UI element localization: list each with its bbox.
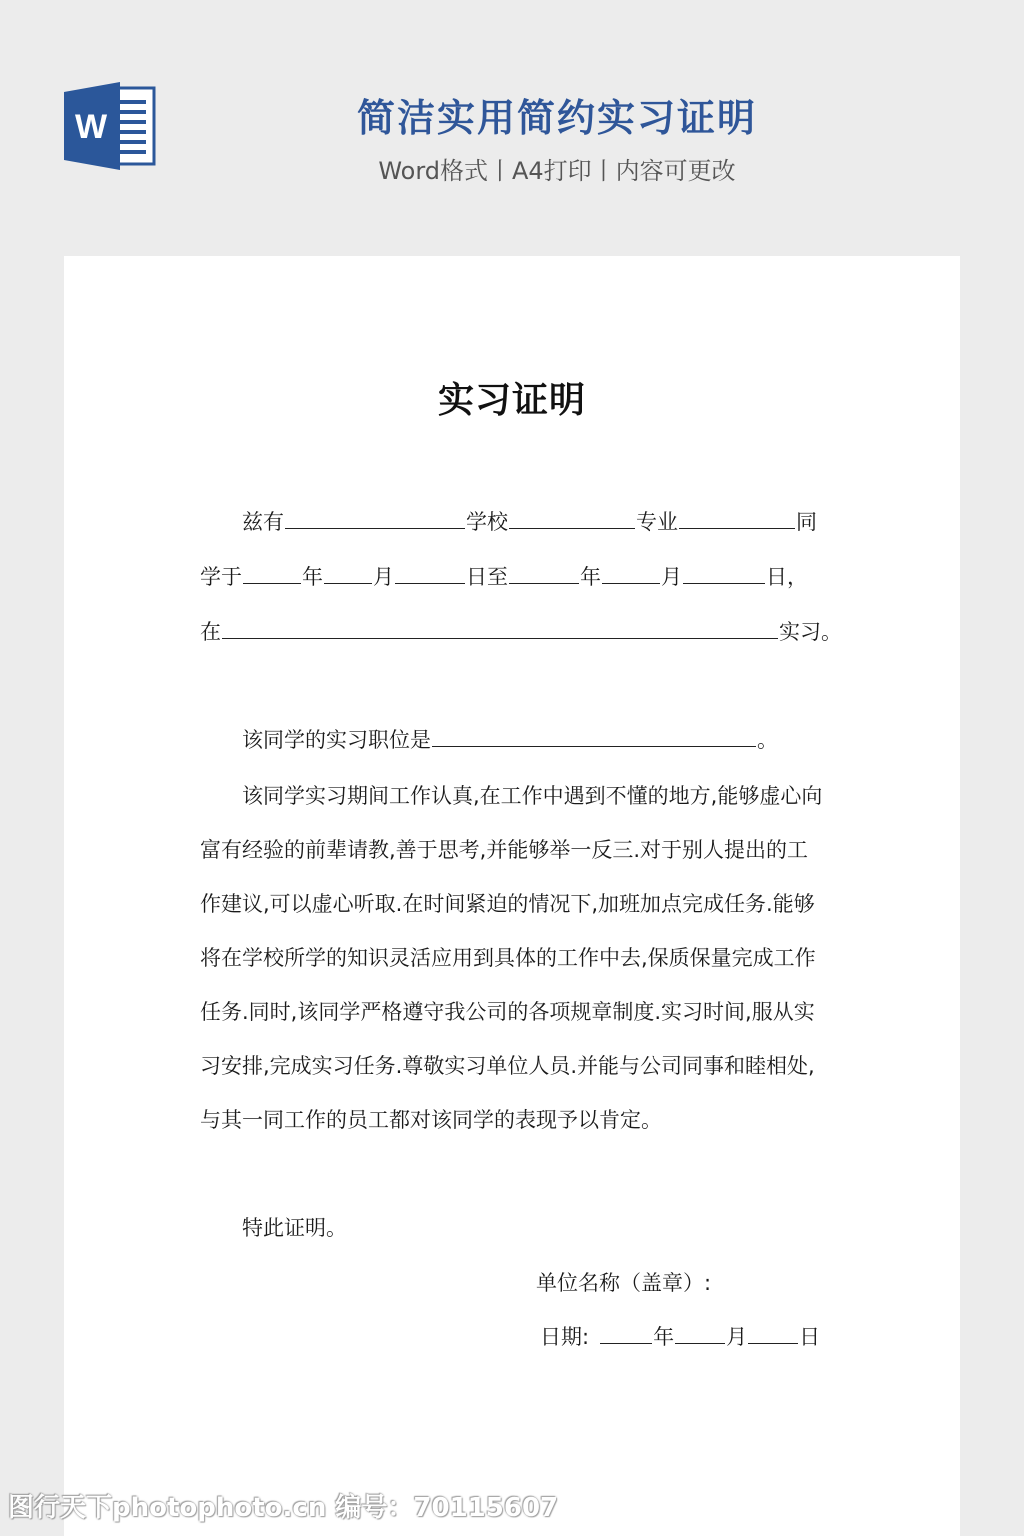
text-major: 专业 — [636, 510, 678, 534]
body-line: 与其一同工作的员工都对该同学的表现予以肯定。 — [200, 1108, 662, 1132]
intro-line-3 — [200, 616, 842, 648]
body-line: 富有经验的前辈请教,善于思考,并能够举一反三.对于别人提出的工 — [200, 838, 809, 862]
text-year-2: 年 — [580, 565, 601, 589]
text-position-label: 该同学的实习职位是 — [242, 728, 431, 752]
text-sign-day: 日 — [799, 1325, 821, 1349]
word-logo-letter: W — [74, 108, 108, 146]
blank-start-year[interactable] — [243, 561, 301, 584]
text-sign-month: 月 — [726, 1325, 748, 1349]
blank-sign-day[interactable] — [748, 1321, 798, 1344]
date-line — [540, 1321, 820, 1353]
body-line: 习安排,完成实习任务.尊敬实习单位人员.并能与公司同事和睦相处, — [200, 1054, 815, 1078]
blank-end-day[interactable] — [683, 561, 765, 584]
body-line: 任务.同时,该同学严格遵守我公司的各项规章制度.实习时间,服从实 — [200, 1000, 815, 1024]
intro-line-1 — [200, 506, 830, 538]
text-month: 月 — [373, 565, 394, 589]
body-line: 作建议,可以虚心听取.在时间紧迫的情况下,加班加点完成任务.能够 — [200, 892, 815, 916]
intro-line-2 — [200, 561, 830, 593]
body-text: 该同学实习期间工作认真,在工作中遇到不懂的地方,能够虚心向 — [242, 784, 823, 808]
blank-position[interactable] — [432, 724, 756, 747]
text-school: 学校 — [466, 510, 508, 534]
closing-text: 特此证明。 — [242, 1216, 347, 1240]
unit-name-label: 单位名称（盖章）: — [536, 1271, 712, 1295]
blank-name[interactable] — [285, 506, 465, 529]
text-month-2: 月 — [661, 565, 682, 589]
text-day-to: 日至 — [466, 565, 508, 589]
text-ziyou: 兹有 — [242, 510, 284, 534]
document-page — [64, 256, 960, 1536]
text-internship: 实习。 — [779, 620, 842, 644]
date-label: 日期: — [540, 1325, 590, 1349]
header-subtitle: Word格式丨A4打印丨内容可更改 — [378, 157, 736, 185]
text-tong: 同 — [796, 510, 817, 534]
text-sign-year: 年 — [653, 1325, 675, 1349]
blank-major[interactable] — [679, 506, 795, 529]
word-logo-icon — [64, 82, 156, 170]
position-line — [200, 724, 830, 756]
blank-end-month[interactable] — [602, 561, 660, 584]
blank-sign-month[interactable] — [675, 1321, 725, 1344]
text-period: 。 — [757, 728, 778, 752]
text-year: 年 — [302, 565, 323, 589]
header-title: 简洁实用简约实习证明 — [356, 96, 757, 140]
blank-start-day[interactable] — [395, 561, 465, 584]
body-line: 将在学校所学的知识灵活应用到具体的工作中去,保质保量完成工作 — [200, 946, 816, 970]
text-zai: 在 — [200, 620, 221, 644]
text-day-2: 日， — [766, 565, 808, 589]
blank-start-month[interactable] — [324, 561, 372, 584]
blank-end-year[interactable] — [509, 561, 579, 584]
text-xueyu: 学于 — [200, 565, 242, 589]
blank-company[interactable] — [222, 616, 778, 639]
blank-school[interactable] — [509, 506, 635, 529]
blank-sign-year[interactable] — [600, 1321, 652, 1344]
document-title: 实习证明 — [437, 380, 586, 421]
body-line — [200, 780, 830, 812]
closing-line — [200, 1212, 830, 1244]
watermark: 图行天下photophoto.cn 编号：70115607 — [8, 1493, 559, 1523]
